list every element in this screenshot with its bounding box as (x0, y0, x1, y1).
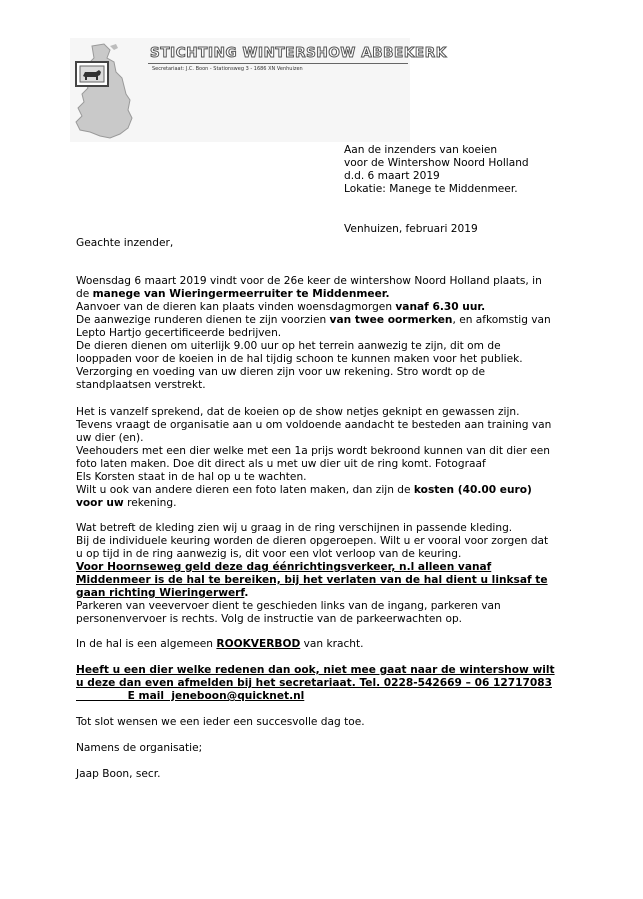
address-block (344, 144, 529, 196)
text-line: personenvervoer is rechts. Volg de instructie van de parkeerwachten op. (76, 613, 463, 625)
ear-tags-bold: van twee oormerken (329, 314, 453, 326)
place-date: Venhuizen, februari 2019 (344, 223, 478, 235)
text-line: De aanwezige runderen dienen te zijn voorzien van twee oormerken, en afkomstig van (76, 314, 551, 326)
text-line: de manege van Wieringermeerruiter te Middenmeer. (76, 288, 390, 300)
address-line: voor de Wintershow Noord Holland (344, 157, 529, 169)
time-bold: vanaf 6.30 uur. (395, 301, 486, 313)
smoking-ban-bold: ROOKVERBOD (216, 638, 301, 650)
text-line: De dieren dienen om uiterlijk 9.00 uur op het terrein aanwezig te zijn, dit om de (76, 340, 501, 352)
text-line: Verzorging en voeding van uw dieren zijn voor uw rekening. Stro wordt op de (76, 366, 486, 378)
traffic-notice-line: Voor Hoornseweg geld deze dag éénrichtingsverkeer, n.l alleen vanaf (76, 561, 492, 573)
text-line: Het is vanzelf sprekend, dat de koeien op de show netjes geknipt en gewassen zijn. (76, 406, 520, 418)
text-line: foto laten maken. Doe dit direct als u met uw dier uit de ring komt. Fotograaf (76, 458, 486, 470)
salutation: Geachte inzender, (76, 237, 174, 249)
text-line: Lepto Hartjo gecertificeerde bedrijven. (76, 327, 282, 339)
address-line: Aan de inzenders van koeien (344, 144, 498, 156)
letterhead (70, 38, 447, 142)
text-line: Aanvoer van de dieren kan plaats vinden woensdagmorgen vanaf 6.30 uur. (76, 301, 486, 313)
signature: Jaap Boon, secr. (76, 768, 161, 780)
text-line: looppaden voor de koeien in de hal tijdig schoon te kunnen maken voor het publiek. (76, 353, 523, 365)
cancellation-line: u deze dan even afmelden bij het secretariaat. Tel. 0228-542669 – 06 12717083 (76, 677, 552, 689)
venue-bold: manege van Wieringermeerruiter te Middenmeer. (92, 288, 390, 300)
text-line: Parkeren van veevervoer dient te geschieden links van de ingang, parkeren van (76, 600, 501, 612)
address-line: d.d. 6 maart 2019 (344, 170, 440, 182)
smoking-ban-line: In de hal is een algemeen ROOKVERBOD van kracht. (76, 638, 364, 650)
for-your-bold: voor uw (76, 497, 124, 509)
text-line: Wilt u ook van andere dieren een foto laten maken, dan zijn de kosten (40.00 euro) (76, 484, 532, 496)
text-line: Wat betreft de kleding zien wij u graag in de ring verschijnen in passende kleding. (76, 522, 513, 534)
address-line: Lokatie: Manege te Middenmeer. (344, 183, 518, 195)
namens: Namens de organisatie; (76, 742, 203, 754)
text-line: standplaatsen verstrekt. (76, 379, 206, 391)
text-line: Woensdag 6 maart 2019 vindt voor de 26e keer de wintershow Noord Holland plaats, in (76, 275, 542, 287)
text-line: uw dier (en). (76, 432, 144, 444)
letterhead-subtitle: Secretariaat: J.C. Boon - Stationsweg 3 - 1686 XN Venhuizen (152, 66, 303, 72)
text-line: voor uw rekening. (76, 497, 177, 509)
text-line: Tevens vraagt de organisatie aan u om voldoende aandacht te besteden aan training van (76, 419, 552, 431)
letterhead-title: STICHTING WINTERSHOW ABBEKERK (150, 45, 447, 61)
text-line: u op tijd in de ring aanwezig is, dit voor een vlot verloop van de keuring. (76, 548, 462, 560)
traffic-notice-line: Middenmeer is de hal te bereiken, bij het verlaten van de hal dient u linksaf te (76, 574, 548, 586)
closing: Tot slot wensen we een ieder een succesvolle dag toe. (76, 716, 365, 728)
traffic-notice-line: gaan richting Wieringerwerf. (76, 587, 249, 599)
text-line: Els Korsten staat in de hal op u te wachten. (76, 471, 307, 483)
letterhead-rule (148, 63, 408, 64)
text-line: Veehouders met een dier welke met een 1a prijs wordt bekroond kunnen van dit dier een (76, 445, 551, 457)
cost-bold: kosten (40.00 euro) (413, 484, 532, 496)
cancellation-line: Heeft u een dier welke redenen dan ook, niet mee gaat naar de wintershow wilt (76, 664, 555, 676)
email-line: E mail jeneboon@quicknet.nl (76, 690, 305, 702)
text-line: Bij de individuele keuring worden de dieren opgeroepen. Wilt u er vooral voor zorgen dat (76, 535, 549, 547)
